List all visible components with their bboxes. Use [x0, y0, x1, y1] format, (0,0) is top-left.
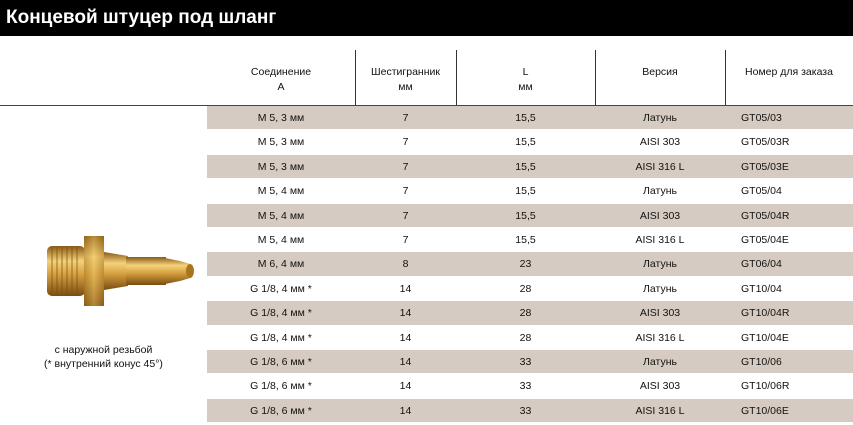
header-order: [725, 49, 853, 106]
cell-hex: 14: [399, 282, 412, 295]
cell-length: 15,5: [515, 160, 536, 173]
cell-version: AISI 303: [639, 209, 681, 222]
cell-hex: 14: [399, 331, 412, 344]
header-connection: [207, 49, 355, 106]
cell-hex: 14: [399, 355, 412, 368]
cell-connection: G 1/8, 6 мм *: [250, 355, 312, 368]
cell-connection: M 5, 3 мм: [257, 160, 305, 173]
product-table: [207, 106, 853, 423]
cell-length: 15,5: [515, 112, 536, 124]
cell-version: AISI 316 L: [635, 331, 685, 344]
cell-order: GT05/03E: [741, 160, 789, 173]
cell-length: 28: [519, 282, 532, 295]
cell-hex: 7: [402, 185, 409, 198]
cell-order: GT10/06E: [741, 404, 789, 417]
product-caption: [0, 343, 207, 371]
header-order-label: Номер для заказа: [745, 66, 833, 78]
cell-connection: M 5, 4 мм: [257, 233, 305, 246]
cell-length: 28: [519, 331, 532, 344]
cell-hex: 7: [402, 233, 409, 246]
header-hex-label: Шестигранник: [371, 66, 440, 78]
cell-connection: G 1/8, 4 мм *: [250, 307, 312, 320]
cell-hex: 14: [399, 404, 412, 417]
cell-order: GT10/06R: [741, 380, 790, 393]
table-row: [207, 277, 853, 301]
cell-version: Латунь: [643, 185, 677, 198]
header-version: [595, 49, 725, 106]
page-title: Концевой штуцер под шланг: [0, 0, 853, 36]
cell-length: 33: [519, 355, 532, 368]
table-header: [0, 36, 853, 106]
cell-connection: M 6, 4 мм: [257, 258, 305, 271]
cell-order: GT05/04R: [741, 209, 790, 222]
cell-version: Латунь: [643, 355, 677, 368]
cell-hex: 7: [402, 160, 409, 173]
cell-connection: G 1/8, 6 мм *: [250, 380, 312, 393]
cell-version: AISI 303: [639, 307, 681, 320]
cell-order: GT10/04R: [741, 307, 790, 320]
cell-version: AISI 316 L: [635, 160, 685, 173]
cell-order: GT06/04: [741, 258, 782, 271]
cell-connection: M 5, 3 мм: [257, 112, 305, 124]
cell-version: Латунь: [643, 258, 677, 271]
header-length-unit: мм: [518, 81, 533, 93]
cell-version: Латунь: [643, 282, 677, 295]
cell-order: GT10/04E: [741, 331, 789, 344]
header-hex-unit: мм: [398, 81, 413, 93]
table-row: [207, 106, 853, 130]
header-connection-label: Соединение: [250, 66, 312, 78]
cell-connection: M 5, 4 мм: [257, 209, 305, 222]
cell-version: AISI 316 L: [635, 233, 685, 246]
cell-order: GT10/04: [741, 282, 782, 295]
cell-version: Латунь: [643, 112, 677, 124]
cell-order: GT05/03R: [741, 136, 790, 149]
cell-connection: G 1/8, 4 мм *: [250, 282, 312, 295]
cell-length: 15,5: [515, 209, 536, 222]
caption-note: (* внутренний конус 45°): [44, 358, 163, 370]
cell-length: 15,5: [515, 185, 536, 198]
cell-connection: M 5, 4 мм: [257, 185, 305, 198]
cell-hex: 7: [402, 112, 409, 124]
table-row: [207, 326, 853, 350]
table-row: [207, 374, 853, 398]
cell-length: 15,5: [515, 233, 536, 246]
cell-version: AISI 316 L: [635, 404, 685, 417]
cell-connection: G 1/8, 4 мм *: [250, 331, 312, 344]
header-hex: [355, 49, 456, 106]
table-row: [207, 399, 853, 423]
table-row: [207, 130, 853, 154]
table-row: [207, 252, 853, 276]
table-row: [207, 155, 853, 179]
table-row: [207, 350, 853, 374]
table-row: [207, 204, 853, 228]
cell-version: AISI 303: [639, 136, 681, 149]
table-row: [207, 228, 853, 252]
cell-length: 28: [519, 307, 532, 320]
cell-length: 33: [519, 404, 532, 417]
cell-order: GT05/04: [741, 185, 782, 198]
cell-hex: 14: [399, 307, 412, 320]
cell-hex: 7: [402, 209, 409, 222]
cell-order: GT05/04E: [741, 233, 789, 246]
cell-order: GT05/03: [741, 112, 782, 124]
header-length-label: L: [522, 66, 529, 78]
header-connection-sub: A: [277, 81, 285, 93]
cell-connection: G 1/8, 6 мм *: [250, 404, 312, 417]
cell-version: AISI 303: [639, 380, 681, 393]
cell-length: 23: [519, 258, 532, 271]
cell-hex: 7: [402, 136, 409, 149]
header-length: [456, 49, 595, 106]
cell-order: GT10/06: [741, 355, 782, 368]
cell-hex: 14: [399, 380, 412, 393]
product-panel: [0, 106, 207, 425]
brass-hose-barb-fitting-image: [0, 106, 207, 336]
cell-connection: M 5, 3 мм: [257, 136, 305, 149]
header-version-label: Версия: [642, 66, 678, 78]
caption-line: с наружной резьбой: [54, 344, 153, 356]
cell-length: 33: [519, 380, 532, 393]
table-row: [207, 301, 853, 325]
table-row: [207, 179, 853, 203]
cell-length: 15,5: [515, 136, 536, 149]
cell-hex: 8: [402, 258, 409, 271]
